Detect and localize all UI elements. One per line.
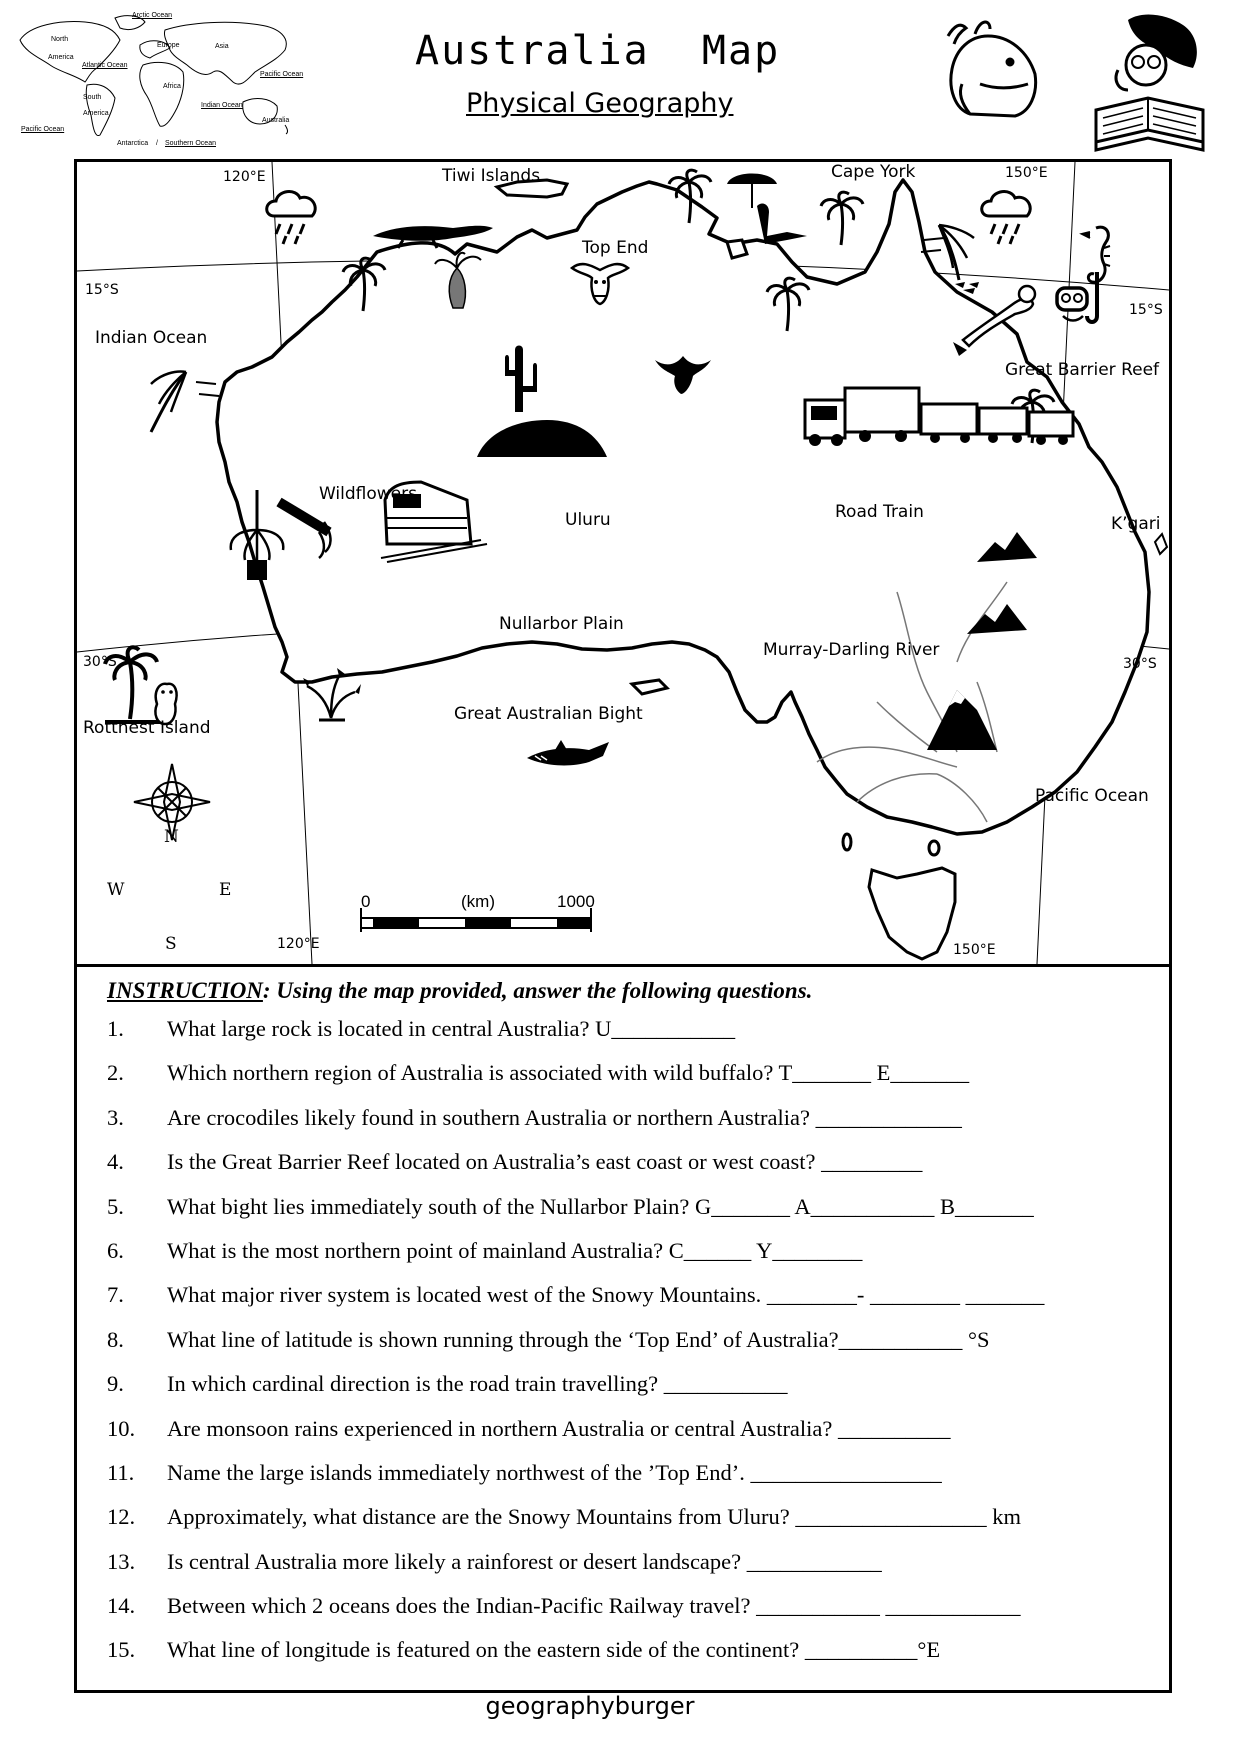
question-number: 12. xyxy=(107,1504,136,1530)
label-uluru: Uluru xyxy=(565,510,611,530)
compass-w: W xyxy=(107,880,125,900)
world-label-asia: Asia xyxy=(215,43,229,50)
flinders-island-outline xyxy=(929,841,939,855)
question-text: What line of latitude is shown running through the ‘Top End’ of Australia?___________ °S xyxy=(167,1326,990,1352)
compass-s: S xyxy=(165,934,177,954)
question-row xyxy=(107,1549,1157,1593)
question-number: 1. xyxy=(107,1016,124,1041)
world-label-south: South xyxy=(83,94,102,101)
question-number: 3. xyxy=(107,1104,124,1130)
world-label-australia: Australia xyxy=(262,117,290,124)
whale-icon xyxy=(940,14,1050,128)
question-number: 14. xyxy=(107,1593,136,1619)
question-number: 11. xyxy=(107,1459,135,1485)
rain-cloud-icon xyxy=(982,192,1030,244)
question-text: Are crocodiles likely found in southern Australia or northern Australia? _____________ xyxy=(167,1104,962,1130)
label-indian-ocean: Indian Ocean xyxy=(95,328,208,348)
world-label-atlantic-ocean: Atlantic Ocean xyxy=(82,62,128,69)
label-kgari: K’gari xyxy=(1111,514,1161,534)
question-row xyxy=(107,1016,1157,1060)
question-number: 5. xyxy=(107,1193,124,1219)
instruction-text: : Using the map provided, answer the following questions. xyxy=(262,978,813,1003)
compass-e: E xyxy=(219,880,232,900)
grid-label-150e-top: 150°E xyxy=(1005,165,1048,181)
question-text: In which cardinal direction is the road train travelling? ___________ xyxy=(167,1371,788,1397)
scale-label-end: 1000 xyxy=(557,892,595,911)
world-label-pacific-ocean-west: Pacific Ocean xyxy=(21,126,65,133)
question-number: 10. xyxy=(107,1415,136,1441)
tasmania-outline xyxy=(869,868,955,959)
grid-label-30s-left: 30°S xyxy=(83,654,117,670)
question-row xyxy=(107,1060,1157,1104)
kgari-outline xyxy=(1155,534,1167,554)
world-map-inset xyxy=(15,10,350,160)
scale-label-zero: 0 xyxy=(361,892,371,911)
question-text: Is central Australia more likely a rainforest or desert landscape? ____________ xyxy=(167,1548,882,1574)
footer-credit: geographyburger xyxy=(485,1692,695,1720)
instruction-heading xyxy=(107,978,1157,1004)
question-text: Are monsoon rains experienced in northern Australia or central Australia? __________ xyxy=(167,1415,951,1441)
question-row xyxy=(107,1637,1157,1681)
world-label-southern-ocean: Southern Ocean xyxy=(165,140,216,147)
world-label-north-america: America xyxy=(48,54,74,61)
grid-label-30s-right: 30°S xyxy=(1123,656,1157,672)
king-island-outline xyxy=(843,834,851,850)
world-label-indian-ocean: Indian Ocean xyxy=(201,102,243,109)
cyclone-tree-icon xyxy=(151,372,219,433)
label-tiwi-islands: Tiwi Islands xyxy=(442,166,541,186)
world-label-europe: Europe xyxy=(157,42,180,49)
label-top-end: Top End xyxy=(582,238,649,258)
question-row xyxy=(107,1149,1157,1193)
grid-label-120e-top: 120°E xyxy=(223,169,266,185)
question-number: 7. xyxy=(107,1282,124,1308)
question-text: What major river system is located west of the Snowy Mountains. ________- ________ _______ xyxy=(167,1282,1045,1308)
question-row xyxy=(107,1460,1157,1504)
label-great-barrier-reef: Great Barrier Reef xyxy=(1005,360,1160,380)
label-pacific-ocean: Pacific Ocean xyxy=(1035,786,1149,806)
question-number: 6. xyxy=(107,1237,124,1263)
shark-icon xyxy=(527,740,609,765)
world-label-pacific-ocean-east: Pacific Ocean xyxy=(260,71,304,78)
label-wildflowers: Wildflowers xyxy=(319,484,417,504)
australia-map xyxy=(77,162,1169,964)
world-label-north: North xyxy=(51,36,69,43)
kangaroo-island-outline xyxy=(632,680,667,694)
question-number: 15. xyxy=(107,1637,136,1663)
question-row xyxy=(107,1504,1157,1548)
question-text: Between which 2 oceans does the Indian-Pacific Railway travel? ___________ ____________ xyxy=(167,1593,1021,1619)
question-text: Name the large islands immediately northwest of the ’Top End’. _________________ xyxy=(167,1459,942,1485)
world-map-outline xyxy=(15,10,350,160)
question-text: What line of longitude is featured on the eastern side of the continent? __________°E xyxy=(167,1637,941,1663)
section-divider xyxy=(74,964,1172,967)
question-row xyxy=(107,1282,1157,1326)
label-nullarbor-plain: Nullarbor Plain xyxy=(499,614,624,634)
grid-label-150e-bottom: 150°E xyxy=(953,942,996,958)
question-number: 4. xyxy=(107,1149,124,1175)
instruction-label: INSTRUCTION xyxy=(107,978,263,1003)
world-label-antarctica: Antarctica xyxy=(117,140,149,147)
question-text: Which northern region of Australia is associated with wild buffalo? T_______ E_______ xyxy=(167,1060,970,1086)
question-text: Approximately, what distance are the Snowy Mountains from Uluru? _________________ km xyxy=(167,1504,1022,1530)
questions-section xyxy=(107,978,1157,1682)
world-label-africa: Africa xyxy=(163,83,181,90)
page-title: Australia Map xyxy=(415,28,781,74)
scale-label-unit: (km) xyxy=(461,892,495,911)
question-text: Is the Great Barrier Reef located on Australia’s east coast or west coast? _________ xyxy=(167,1149,923,1175)
label-rottnest-island: Rottnest Island xyxy=(83,718,211,738)
question-row xyxy=(107,1238,1157,1282)
question-row xyxy=(107,1327,1157,1371)
question-text: What is the most northern point of mainland Australia? C______ Y________ xyxy=(167,1237,863,1263)
question-row xyxy=(107,1593,1157,1637)
groote-eylandt-outline xyxy=(727,240,747,258)
umbrella-icon xyxy=(727,174,807,245)
question-row xyxy=(107,1194,1157,1238)
question-text: What bight lies immediately south of the Nullarbor Plain? G_______ A___________ B_______ xyxy=(167,1193,1034,1219)
palm-tree-icon xyxy=(821,192,863,245)
question-row xyxy=(107,1105,1157,1149)
question-number: 9. xyxy=(107,1371,124,1397)
question-row xyxy=(107,1416,1157,1460)
grid-label-15s-left: 15°S xyxy=(85,282,119,298)
question-list xyxy=(107,1016,1157,1682)
question-row xyxy=(107,1371,1157,1415)
label-road-train: Road Train xyxy=(835,502,924,522)
snorkel-mask-icon xyxy=(1057,272,1097,322)
question-text: What large rock is located in central Australia? U___________ xyxy=(167,1016,736,1041)
label-great-australian-bight: Great Australian Bight xyxy=(454,704,643,724)
world-label-separator: / xyxy=(156,140,158,147)
label-cape-york: Cape York xyxy=(831,162,916,182)
page-subtitle: Physical Geography xyxy=(466,88,734,119)
question-number: 8. xyxy=(107,1326,124,1352)
professor-reading-icon xyxy=(1088,10,1208,164)
grid-label-15s-right: 15°S xyxy=(1129,302,1163,318)
grid-label-120e-bottom: 120°E xyxy=(277,936,320,952)
label-murray-darling-river: Murray-Darling River xyxy=(763,640,940,660)
question-number: 13. xyxy=(107,1548,136,1574)
question-number: 2. xyxy=(107,1060,124,1086)
world-label-arctic-ocean: Arctic Ocean xyxy=(132,12,173,19)
world-label-south-america: America xyxy=(83,110,109,117)
compass-n: N xyxy=(164,827,179,847)
